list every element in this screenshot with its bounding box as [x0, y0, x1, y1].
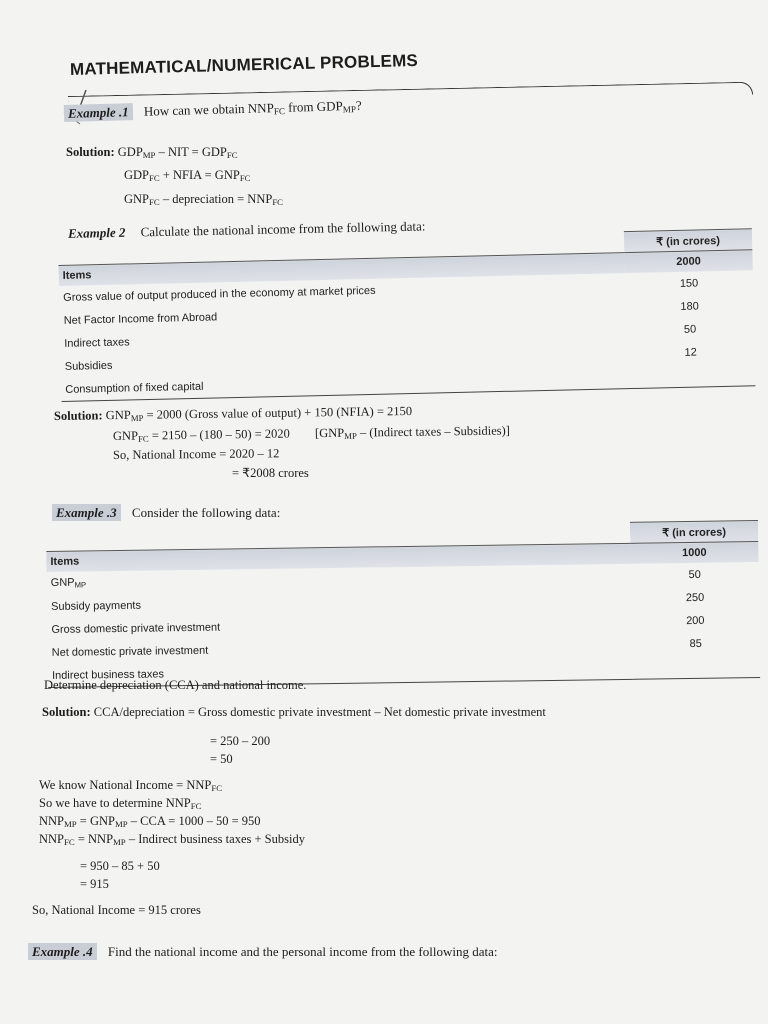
value-cell: 85 [689, 637, 702, 650]
value-cell: 50 [688, 568, 701, 581]
value-cell: 180 [680, 299, 699, 313]
example-1-solution-line-3: $GNP_{FC}$ – depreciation = $NNP_{FC}$ [124, 192, 284, 208]
item-cell: Indirect business taxes [48, 656, 632, 688]
example-4-question: Find the national income and the personal income from the following data: [107, 944, 498, 959]
example-2-label: Example 2 [67, 224, 126, 241]
example-3-solution-line-4: We know National Income = $NNP_{FC}$ [39, 778, 223, 794]
example-4-label: Example .4 [28, 943, 97, 960]
example-3-title [52, 505, 280, 521]
example-3-solution-line-2: = 250 – 200 [210, 734, 271, 748]
value-cell: 2000 [624, 250, 752, 273]
example-3-solution-line-8: = 950 – 85 + 50 [80, 859, 160, 873]
example-2-question: Calculate the national income from the following data: [140, 218, 426, 240]
example-2-solution-line-3: So, National Income = 2020 – 12 [112, 446, 280, 462]
example-3-solution-line-7: $NNP_{FC} = NNP_{MP}$ – Indirect business taxes + Subsidy [39, 832, 305, 848]
example-3-solution-line-6: $NNP_{MP} = GNP_{MP}$ – CCA = 1000 – 50 = 950 [39, 814, 261, 830]
page-heading: MATHEMATICAL/NUMERICAL PROBLEMS [69, 50, 419, 79]
example-3-task: Determine depreciation (CCA) and national income. [44, 678, 307, 692]
example-3-conclusion: So, National Income = 915 crores [32, 903, 201, 917]
value-cell: 150 [679, 276, 699, 290]
example-2-solution-line-4: = ₹2008 crores [232, 466, 309, 480]
example-3-solution-line-1: Solution: CCA/depreciation = Gross domestic private investment – Net domestic private investment [42, 705, 546, 719]
example-3-solution-line-9: = 915 [80, 877, 109, 891]
value-cell: 1000 [630, 542, 758, 564]
example-3-table [46, 520, 760, 688]
item-cell: Subsidy payments [50, 599, 142, 613]
value-cell: 250 [685, 591, 705, 604]
items-header: Items [46, 543, 630, 572]
example-3-question: Consider the following data: [131, 505, 281, 520]
item-cell: $GNP_{MP}$ [50, 576, 87, 590]
unit-header: ₹ (in crores) [624, 229, 752, 253]
item-cell: Indirect taxes [64, 335, 130, 350]
item-cell: Subsidies [64, 359, 113, 373]
example-4-title [28, 944, 497, 960]
value-cell: 200 [686, 614, 705, 627]
example-2-solution-line-2: $GNP_{FC} = 2150 - (180 - 50) = 2020$ [$GNP_{MP}$ – (Indirect taxes – Subsidies)] [112, 423, 510, 444]
item-cell: Net Factor Income from Abroad [63, 310, 218, 327]
example-1-question: How can we obtain $NNP_{FC}$ from $GDP_{MP}$? [143, 97, 362, 119]
example-1-solution-line-1: Solution: $GDP_{MP}$ – NIT = $GDP_{FC}$ [66, 145, 238, 161]
example-2-table [58, 228, 755, 402]
items-header: Items [58, 253, 624, 286]
example-3-solution-line-3: = 50 [210, 752, 233, 766]
example-2-solution-line-1: Solution: $GNP_{MP} = 2000$ (Gross value of output) + 150 (NFIA) = 2150 [53, 404, 413, 424]
example-1-label: Example .1 [64, 103, 133, 122]
value-cell: 50 [683, 323, 697, 336]
item-cell: Gross domestic private investment [51, 621, 221, 636]
example-1-solution-line-2: $GDP_{FC}$ + NFIA = $GNP_{FC}$ [124, 168, 251, 184]
item-cell: Consumption of fixed capital [61, 365, 627, 401]
example-3-solution-line-5: So we have to determine $NNP_{FC}$ [39, 796, 202, 812]
item-cell: Net domestic private investment [51, 644, 209, 659]
item-cell: Gross value of output produced in the economy at market prices [63, 284, 376, 304]
example-3-label: Example .3 [52, 504, 121, 521]
value-cell: 12 [684, 346, 697, 359]
unit-header: ₹ (in crores) [630, 521, 758, 544]
